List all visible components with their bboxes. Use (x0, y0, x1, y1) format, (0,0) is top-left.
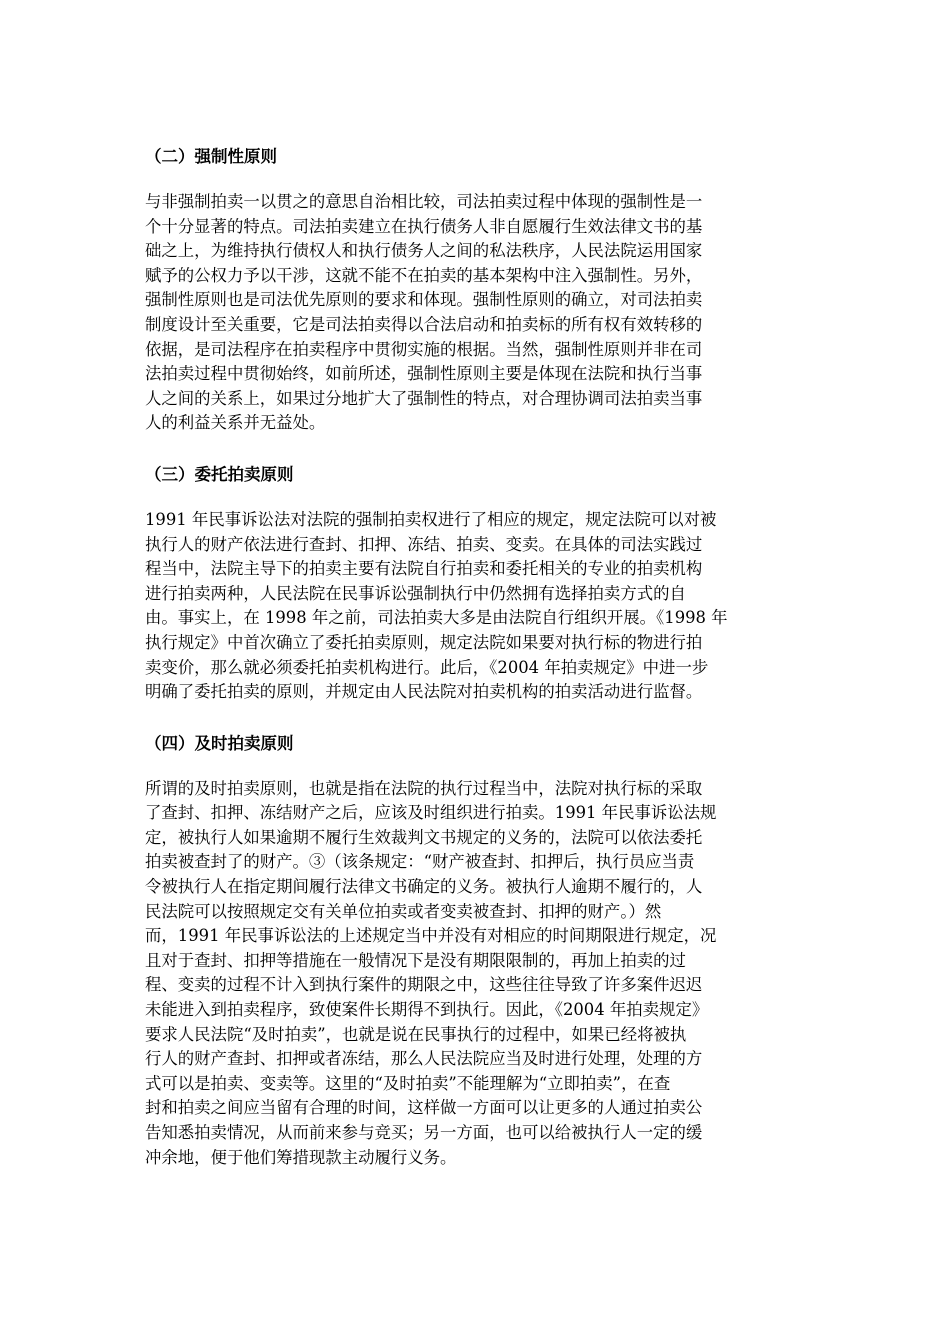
paragraph-line: 要求人民法院“及时拍卖”，也就是说在民事执行的过程中，如果已经将被执 (145, 1024, 687, 1044)
paragraph-line: 式可以是拍卖、变卖等。这里的“及时拍卖”不能理解为“立即拍卖”，在查 (145, 1073, 671, 1093)
section-paragraph (145, 190, 810, 436)
section-4 (145, 725, 810, 1171)
section-paragraph (145, 508, 810, 705)
paragraph-line: 行人的财产查封、扣押或者冻结，那么人民法院应当及时进行处理，处理的方 (145, 1049, 703, 1069)
paragraph-line: 封和拍卖之间应当留有合理的时间，这样做一方面可以让更多的人通过拍卖公 (145, 1098, 703, 1118)
paragraph-line: 民法院可以按照规定交有关单位拍卖或者变卖被查封、扣押的财产。）然 (145, 901, 662, 921)
paragraph-line: 定，被执行人如果逾期不履行生效裁判文书规定的义务的，法院可以依法委托 (145, 827, 703, 847)
paragraph-line: 执行规定》中首次确立了委托拍卖原则，规定法院如果要对执行标的物进行拍 (145, 632, 703, 652)
paragraph-line: 执行人的财产依法进行查封、扣押、冻结、拍卖、变卖。在具体的司法实践过 (145, 534, 703, 554)
paragraph-line: 人之间的关系上，如果过分地扩大了强制性的特点，对合理协调司法拍卖当事 (145, 388, 703, 408)
section-heading: （三）委托拍卖原则 (145, 464, 294, 484)
paragraph-line: 且对于查封、扣押等措施在一般情况下是没有期限限制的，再加上拍卖的过 (145, 950, 686, 970)
paragraph-line: 程、变卖的过程不计入到执行案件的期限之中，这些往往导致了许多案件迟迟 (145, 975, 703, 995)
paragraph-line: 人的利益关系并无益处。 (145, 413, 326, 433)
paragraph-line: 了查封、扣押、冻结财产之后，应该及时组织进行拍卖。1991 年民事诉讼法规 (145, 803, 717, 823)
paragraph-line: 所谓的及时拍卖原则，也就是指在法院的执行过程当中，法院对执行标的采取 (145, 778, 703, 798)
paragraph-line: 强制性原则也是司法优先原则的要求和体现。强制性原则的确立，对司法拍卖 (145, 290, 703, 310)
paragraph-line: 法拍卖过程中贯彻始终，如前所述，强制性原则主要是体现在法院和执行当事 (145, 364, 703, 384)
section-heading: （四）及时拍卖原则 (145, 733, 294, 753)
paragraph-line: 告知悉拍卖情况，从而前来参与竞买；另一方面，也可以给被执行人一定的缓 (145, 1123, 703, 1142)
paragraph-line: 程当中，法院主导下的拍卖主要有法院自行拍卖和委托相关的专业的拍卖机构 (145, 559, 703, 579)
paragraph-line: 未能进入到拍卖程序，致使案件长期得不到执行。因此，《2004 年拍卖规定》 (145, 1000, 709, 1020)
section-heading: （二）强制性原则 (145, 147, 277, 166)
paragraph-line: 1991 年民事诉讼法对法院的强制拍卖权进行了相应的规定，规定法院可以对被 (145, 509, 717, 529)
paragraph-line: 明确了委托拍卖的原则，并规定由人民法院对拍卖机构的拍卖活动进行监督。 (145, 682, 703, 702)
paragraph-line: 个十分显著的特点。司法拍卖建立在执行债务人非自愿履行生效法律文书的基 (145, 216, 703, 236)
section-2 (145, 138, 810, 436)
document-page (145, 138, 810, 1190)
paragraph-line: 卖变价，那么就必须委托拍卖机构进行。此后，《2004 年拍卖规定》中进一步 (145, 657, 709, 677)
paragraph-line: 依据，是司法程序在拍卖程序中贯彻实施的根据。当然，强制性原则并非在司 (145, 339, 703, 359)
section-3 (145, 456, 810, 705)
paragraph-line: 而，1991 年民事诉讼法的上述规定当中并没有对相应的时间期限进行规定，况 (145, 926, 717, 946)
paragraph-line: 冲余地，便于他们筹措现款主动履行义务。 (145, 1147, 457, 1167)
paragraph-line: 与非强制拍卖一以贯之的意思自治相比较，司法拍卖过程中体现的强制性是一 (145, 192, 703, 211)
paragraph-line: 制度设计至关重要，它是司法拍卖得以合法启动和拍卖标的所有权有效转移的 (145, 314, 703, 334)
paragraph-line: 由。事实上，在 1998 年之前，司法拍卖大多是由法院自行组织开展。《1998 年 (145, 608, 728, 628)
paragraph-line: 赋予的公权力予以干涉，这就不能不在拍卖的基本架构中注入强制性。另外， (145, 265, 703, 285)
paragraph-line: 令被执行人在指定期间履行法律文书确定的义务。被执行人逾期不履行的，人 (145, 877, 703, 897)
section-paragraph (145, 777, 810, 1171)
paragraph-line: 础之上，为维持执行债权人和执行债务人之间的私法秩序，人民法院运用国家 (145, 241, 703, 261)
paragraph-line: 拍卖被查封了的财产。③（该条规定：“财产被查封、扣押后，执行员应当责 (145, 852, 695, 872)
paragraph-line: 进行拍卖两种，人民法院在民事诉讼强制执行中仍然拥有选择拍卖方式的自 (145, 583, 686, 603)
